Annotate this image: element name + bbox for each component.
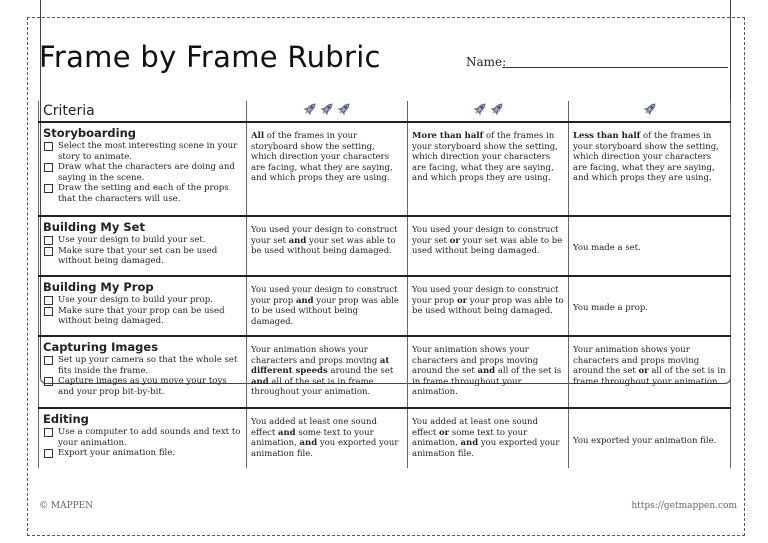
- footer-copyright: © MAPPEN: [39, 501, 94, 511]
- level-1-description: [569, 408, 731, 468]
- emphasis-text: and: [277, 427, 296, 438]
- description-text: all of the set is in frame throughout your animation.: [251, 376, 374, 397]
- checklist-item: [43, 162, 242, 183]
- description-text: of the frames in your storyboard show the setting, which direction your characters are facing, what they are saying, and which props they are using.: [412, 131, 558, 183]
- description-text: of the frames in your storyboard show the setting, which direction your characters are facing, what they are saying, and which props they are using.: [573, 131, 719, 183]
- emphasis-text: More than half: [412, 131, 484, 141]
- description-text: your prop was able to be used without being damaged.: [412, 295, 564, 316]
- criteria-cell: [39, 276, 247, 336]
- description-text: You added at least one sound effect: [412, 417, 538, 438]
- checkbox[interactable]: [44, 247, 53, 256]
- description-text: you exported your animation file.: [251, 438, 399, 459]
- description-text: some text to your animation,: [251, 427, 374, 448]
- criteria-header: Criteria: [39, 101, 247, 122]
- checkbox[interactable]: [44, 307, 53, 316]
- checkbox[interactable]: [44, 296, 53, 305]
- checklist-item: [43, 141, 242, 162]
- description-text: your set was able to be used without being damaged.: [251, 235, 396, 256]
- level-header-2: [408, 101, 569, 122]
- rubric-row: [39, 216, 731, 276]
- checklist-item-text: Export your animation file.: [58, 448, 176, 458]
- checklist-item-text: Make sure that your prop can be used without being damaged.: [58, 305, 225, 326]
- checklist-item: [43, 235, 242, 246]
- rubric-header-row: [39, 101, 731, 122]
- emphasis-text: and: [295, 295, 314, 306]
- checklist-item: [43, 246, 242, 267]
- description-text: You made a set.: [573, 243, 641, 254]
- level-1-description: [569, 336, 731, 408]
- level-header-1: [569, 101, 731, 122]
- checkbox[interactable]: [44, 236, 53, 245]
- checklist-item: [43, 448, 242, 459]
- criteria-title: Building My Set: [43, 220, 145, 234]
- rocket-rating-1: [642, 101, 658, 117]
- emphasis-text: at different speeds: [251, 355, 390, 376]
- description-text: You made a prop.: [573, 303, 649, 314]
- emphasis-text: and: [299, 438, 318, 448]
- description-text: You used your design to construct your prop: [412, 285, 559, 306]
- rubric-row: [39, 408, 731, 468]
- description-text: of the frames in your storyboard show the setting, which direction your characters are facing, what they are saying, and which props they are using.: [251, 131, 393, 183]
- rocket-rating-2: [472, 101, 505, 117]
- rocket-rating-3: [302, 101, 352, 117]
- checkbox[interactable]: [44, 377, 53, 386]
- checklist-item: [43, 427, 242, 448]
- checklist-item-text: Draw the setting and each of the props that the characters will use.: [58, 183, 229, 204]
- level-2-description: [408, 408, 569, 468]
- criteria-cell: [39, 336, 247, 408]
- emphasis-text: or: [456, 295, 468, 306]
- level-2-description: [408, 216, 569, 276]
- name-field-line[interactable]: [502, 67, 728, 68]
- checklist-item: [43, 355, 242, 376]
- page-title: Frame by Frame Rubric: [39, 40, 381, 74]
- checklist-item: [43, 306, 242, 327]
- criteria-title: Capturing Images: [43, 340, 159, 354]
- checklist-item-text: Use your design to build your set.: [58, 235, 206, 245]
- footer-url: https://getmappen.com: [631, 501, 737, 511]
- rubric-row: [39, 122, 731, 216]
- rocket-icon: [319, 101, 335, 117]
- rocket-icon: [489, 101, 505, 117]
- checkbox[interactable]: [44, 184, 53, 193]
- description-text: You used your design to construct your prop: [251, 285, 398, 306]
- level-2-description: [408, 276, 569, 336]
- description-text: your set was able to be used without being damaged.: [412, 235, 563, 256]
- description-text: around the set: [327, 366, 394, 376]
- description-text: you exported your animation file.: [412, 438, 560, 459]
- checklist-item-text: Make sure that your set can be used without being damaged.: [58, 245, 218, 266]
- emphasis-text: and: [477, 366, 496, 376]
- checklist-item-text: Capture images as you move your toys and your prop bit-by-bit.: [58, 376, 227, 397]
- criteria-title: Storyboarding: [43, 126, 137, 140]
- checklist-item-text: Set up your camera so that the whole set fits inside the frame.: [58, 355, 238, 376]
- description-text: Your animation shows your characters and props moving around the set: [412, 345, 539, 376]
- level-2-description: [408, 336, 569, 408]
- rubric-table: [38, 101, 731, 468]
- emphasis-text: or: [438, 427, 450, 438]
- level-3-description: [247, 216, 408, 276]
- level-3-description: [247, 408, 408, 468]
- emphasis-text: or: [638, 366, 649, 376]
- criteria-title: Building My Prop: [43, 280, 154, 294]
- rubric-row: [39, 276, 731, 336]
- criteria-title: Editing: [43, 412, 89, 426]
- level-2-description: [408, 122, 569, 216]
- checklist-item-text: Use a computer to add sounds and text to your animation.: [58, 427, 241, 448]
- checklist-item-text: Draw what the characters are doing and saying in the scene.: [58, 162, 235, 183]
- checklist-item-text: Select the most interesting scene in your story to animate.: [58, 141, 238, 162]
- description-text: You added at least one sound effect: [251, 417, 377, 438]
- level-header-3: [247, 101, 408, 122]
- checklist-item: [43, 376, 242, 397]
- level-3-description: [247, 122, 408, 216]
- level-3-description: [247, 336, 408, 408]
- level-1-description: [569, 122, 731, 216]
- criteria-cell: [39, 408, 247, 468]
- description-text: Your animation shows your characters and props moving: [251, 345, 380, 366]
- criteria-cell: [39, 122, 247, 216]
- checkbox[interactable]: [44, 356, 53, 365]
- rocket-icon: [642, 101, 658, 117]
- rocket-icon: [472, 101, 488, 117]
- checkbox[interactable]: [44, 142, 53, 151]
- checkbox[interactable]: [44, 449, 53, 458]
- emphasis-text: Less than half: [573, 131, 641, 141]
- description-text: some text to your animation,: [412, 427, 528, 448]
- description-text: You used your design to construct your set: [412, 225, 559, 246]
- level-1-description: [569, 276, 731, 336]
- name-label: Name:: [466, 55, 507, 69]
- emphasis-text: and: [460, 438, 479, 448]
- description-text: all of the set is in frame throughout your animation.: [412, 366, 562, 397]
- checkbox[interactable]: [44, 428, 53, 437]
- description-text: your prop was able to be used without being damaged.: [251, 295, 399, 327]
- rubric-row: [39, 336, 731, 408]
- description-text: Your animation shows your characters and props moving around the set: [573, 345, 700, 376]
- description-text: all of the set is in frame throughout your animation.: [573, 366, 726, 387]
- checklist-item-text: Use your design to build your prop.: [58, 295, 213, 305]
- emphasis-text: All: [251, 131, 265, 141]
- description-text: You exported your animation file.: [573, 435, 717, 446]
- checkbox[interactable]: [44, 163, 53, 172]
- checklist-item: [43, 183, 242, 204]
- emphasis-text: and: [251, 376, 269, 387]
- emphasis-text: or: [449, 235, 460, 246]
- description-text: You used your design to construct your set: [251, 225, 398, 246]
- checklist-item: [43, 295, 242, 306]
- emphasis-text: and: [288, 235, 307, 246]
- level-3-description: [247, 276, 408, 336]
- rocket-icon: [336, 101, 352, 117]
- criteria-cell: [39, 216, 247, 276]
- level-1-description: [569, 216, 731, 276]
- rocket-icon: [302, 101, 318, 117]
